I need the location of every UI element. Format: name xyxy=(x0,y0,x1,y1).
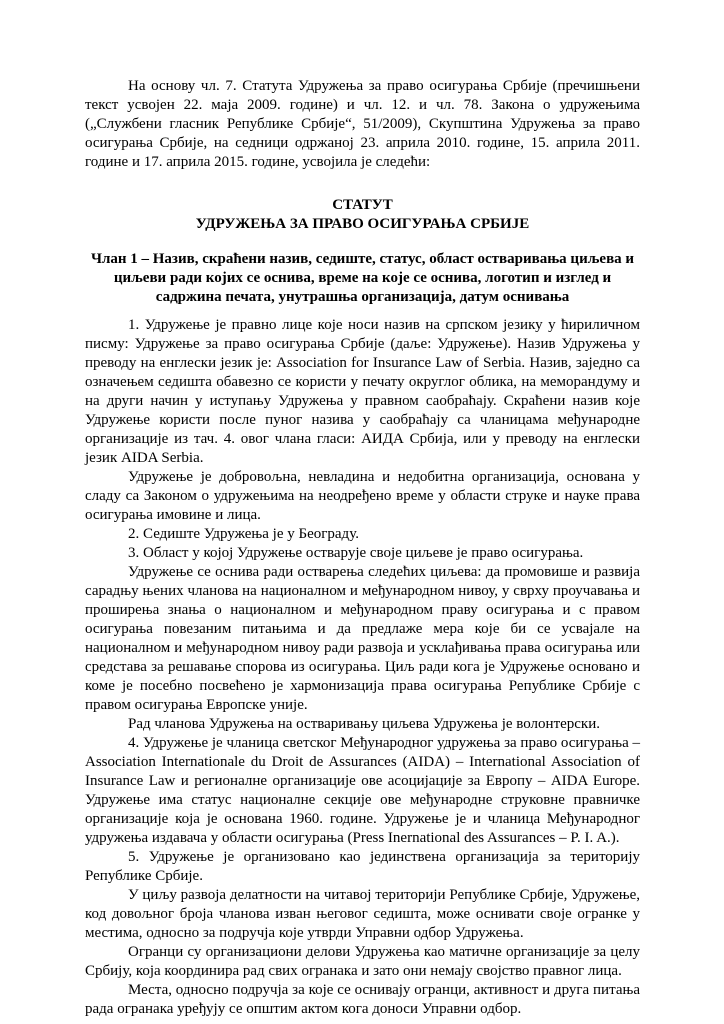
paragraph: Места, односно подручја за које се оснивају огранци, активност и друга питања рада огранака уређују се општим актом кога доноси Управни одбор. xyxy=(85,982,640,1017)
paragraph: 1. Удружење је правно лице које носи назив на српском језику у ћириличном писму: Удружење за право осигурања Србије (даље: Удружење). Назив Удружења у преводу на енглески језик је: Association for Insurance Law of Serbia. Назив, заједно са означењем седишта обавезно се користи у печату округлог облика, на меморандуму и на други начин у иступању Удружења у правном саобраћају. Скраћени назив које Удружење користи после пуног назива у саобраћају са чланицама међународне организације из тач. 4. овог члана гласи: АИДА Србија, или у преводу на енглески језик AIDA Serbia. xyxy=(85,317,640,466)
paragraph: У циљу развоја делатности на читавој територији Републике Србије, Удружење, код довољног броја чланова изван његовог седишта, може оснивати своје огранке у местима, односно за подручја које утврди Управни одбор Удружења. xyxy=(85,887,640,941)
paragraph: Удружење се оснива ради остварења следећих циљева: да промовише и развија сарадњу њених чланова на националном и међународном нивоу, у сврху проучавања и проширења знања о националном и међународном праву осигурања и с правом осигурања повезаним питањима и да предлаже мера које би се усвајале на националном и међународном нивоу ради развоја и усклађивања права осигурања или средстава за решавање спорова из осигурања. Циљ ради кога је Удружење основано и коме је посебно посвећено је хармонизација права осигурања Републике Србије с правом осигурања Европске уније. xyxy=(85,564,640,713)
document-title-line-1: СТАТУТ xyxy=(332,197,393,213)
paragraph: 2. Седиште Удружења је у Београду. xyxy=(128,526,359,542)
document-title-block xyxy=(85,196,640,234)
paragraph: 4. Удружење је чланица светског Међународног удружења за право осигурања – Association Internationale du Droit de Assurances (AIDA) – International Association of Insurance Law и регионалне организације ове асоцијације за Европу – AIDA Europe. Удружење има статус националне секције ове међународне струковне правничке организације која је основана 1960. године. Удружење је и чланица Међународног удружења издавача у области осигурања (Press Inernational des Assurances – P. I. A.). xyxy=(85,735,640,846)
paragraph: Огранци су организациони делови Удружења као матичне организације за целу Србију, која координира рад свих огранака и зато они немају својство правног лица. xyxy=(85,944,640,979)
paragraph: 5. Удружење је организовано као јединствена организација за територију Републике Србије. xyxy=(85,849,640,884)
paragraph: Удружење је добровољна, невладина и недобитна организација, основана у сладу са Законом о удружењима на неодређено време у области струке и науке права осигурања имовине и лица. xyxy=(85,469,640,523)
document-title-line-2: УДРУЖЕЊА ЗА ПРАВО ОСИГУРАЊА СРБИЈЕ xyxy=(195,216,530,232)
paragraph: 3. Област у којој Удружење остварује своје циљеве је право осигурања. xyxy=(128,545,584,561)
article-1-heading: Члан 1 – Назив, скраћени назив, седиште, статус, област остваривања циљева и циљеви ради којих се оснива, време на које се оснива, логотип и изглед и садржина печата, унутрашња организација, датум оснивања xyxy=(90,251,635,305)
paragraph: Рад чланова Удружења на остваривању циљева Удружења је волонтерски. xyxy=(128,716,601,732)
intro-paragraph: На основу чл. 7. Статута Удружења за право осигурања Србије (пречишњени текст усвојен 22. маја 2009. године) и чл. 12. и чл. 78. Закона о удружењима („Службени гласник Републике Србије“, 51/2009), Скупштина Удружења за право осигурања Србије, на седници одржаној 23. априла 2010. године, 15. априла 2011. године и 17. априла 2015. године, усвојила је следећи: xyxy=(85,78,640,170)
